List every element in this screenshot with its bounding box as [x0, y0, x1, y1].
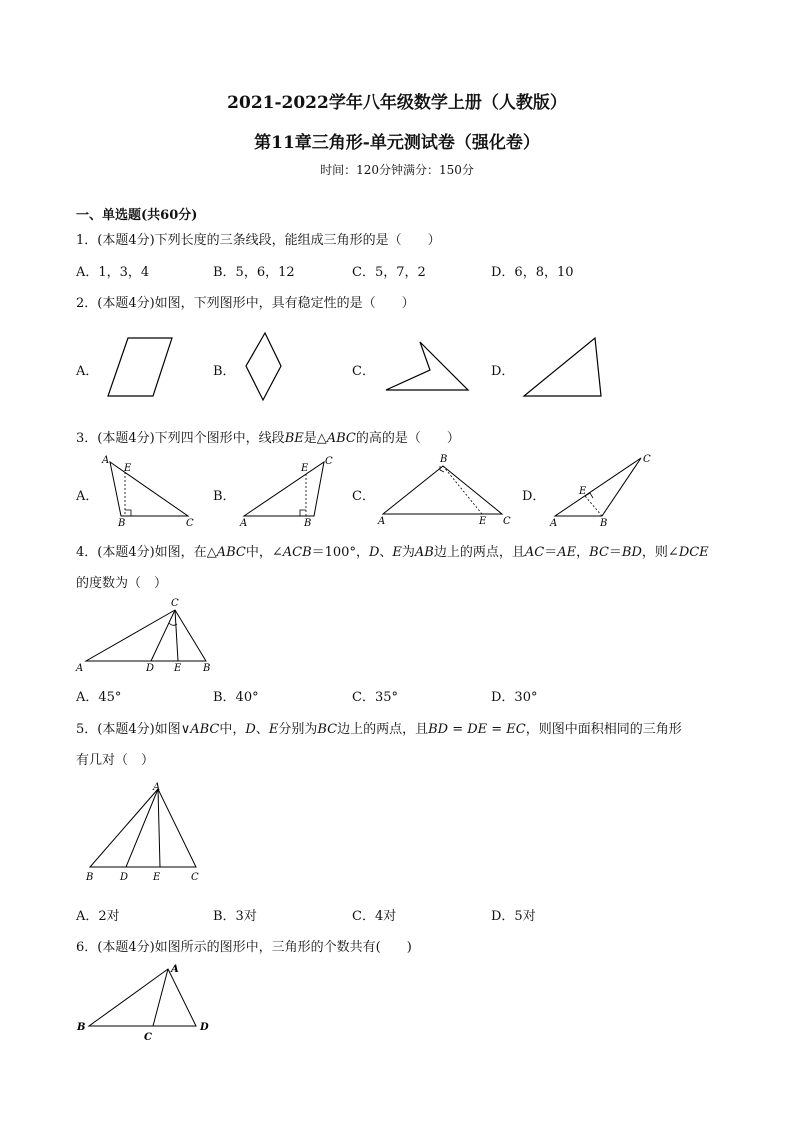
q3a-label-c: C [186, 518, 194, 529]
q1-option-a: A．1，3，4 [76, 265, 150, 280]
q2-option-a: A． [76, 364, 99, 379]
q6-label-b: B [77, 1022, 86, 1033]
q3c-label-e: E [479, 516, 487, 527]
q5-label-a: A [153, 782, 161, 793]
q5-label-b: B [86, 872, 94, 883]
q3d-label-c: C [643, 454, 651, 465]
q4-option-a: A．45° [76, 690, 122, 705]
q3c-label-b: B [440, 454, 448, 465]
q3-option-d: D． [522, 489, 546, 504]
q3a-label-e: E [124, 463, 132, 474]
exam-meta: 时间：120分钟满分：150分 [320, 163, 474, 177]
q6-label-d: D [200, 1022, 209, 1033]
question-5-line-2: 有几对（ ） [76, 753, 155, 768]
title-line-2: 第11章三角形-单元测试卷（强化卷） [254, 133, 540, 153]
question-4-line-1: 4．(本题4分)如图，在△ABC中，∠ACB＝100°，D、E为AB边上的两点，且AC＝AE，BC＝BD，则∠DCE [76, 545, 709, 560]
q3c-label-a: A [378, 516, 386, 527]
q3b-label-b: B [304, 518, 312, 529]
q4-label-c: C [171, 598, 179, 609]
q3b-label-c: C [325, 456, 333, 467]
q3c-label-c: C [503, 516, 511, 527]
q5-option-b: B．3对 [213, 909, 257, 924]
q6-label-c: C [144, 1032, 152, 1043]
q1-option-b: B．5，6，12 [213, 265, 295, 280]
q3d-label-a: A [550, 518, 558, 529]
question-1-text: 1．(本题4分)下列长度的三条线段，能组成三角形的是（ ） [76, 233, 441, 248]
q3d-label-e: E [579, 486, 587, 497]
q3d-label-b: B [600, 518, 608, 529]
question-2-text: 2．(本题4分)如图，下列图形中，具有稳定性的是（ ） [76, 296, 415, 311]
question-4-line-2: 的度数为（ ） [76, 576, 168, 591]
q3a-label-a: A [102, 455, 110, 466]
q3-option-c: C． [352, 489, 375, 504]
q3-option-b: B． [213, 489, 236, 504]
q4-option-b: B．40° [213, 690, 259, 705]
question-5-line-1: 5．(本题4分)如图∨ABC中，D、E分别为BC边上的两点，且BD = DE = EC，则图中面积相同的三角形 [76, 722, 682, 737]
q5-option-d: D．5对 [491, 909, 536, 924]
q6-label-a: A [171, 964, 179, 975]
q3-option-a: A． [76, 489, 99, 504]
q2-option-c: C． [352, 364, 375, 379]
question-3-text: 3．(本题4分)下列四个图形中，线段BE是△ABC的高的是（ ） [76, 431, 460, 446]
q4-option-c: C．35° [352, 690, 398, 705]
q4-label-b: B [203, 663, 211, 674]
q5-label-c: C [191, 872, 199, 883]
q1-option-c: C．5，7，2 [352, 265, 426, 280]
q4-option-d: D．30° [491, 690, 538, 705]
q5-option-c: C．4对 [352, 909, 397, 924]
question-6-text: 6．(本题4分)如图所示的图形中，三角形的个数共有( ) [76, 940, 412, 955]
q5-option-a: A．2对 [76, 909, 120, 924]
q1-option-d: D．6，8，10 [491, 265, 574, 280]
title-line-1: 2021-2022学年八年级数学上册（人教版） [227, 93, 567, 113]
q3b-label-a: A [240, 518, 248, 529]
q2-option-b: B． [213, 364, 236, 379]
q2-option-d: D． [491, 364, 515, 379]
q4-label-a: A [76, 663, 84, 674]
section-heading: 一、单选题(共60分) [76, 208, 198, 223]
q5-label-e: E [153, 872, 161, 883]
q5-label-d: D [120, 872, 129, 883]
q4-label-e: E [174, 663, 182, 674]
q3b-label-e: E [301, 463, 309, 474]
q4-label-d: D [146, 663, 155, 674]
q3a-label-b: B [118, 518, 126, 529]
